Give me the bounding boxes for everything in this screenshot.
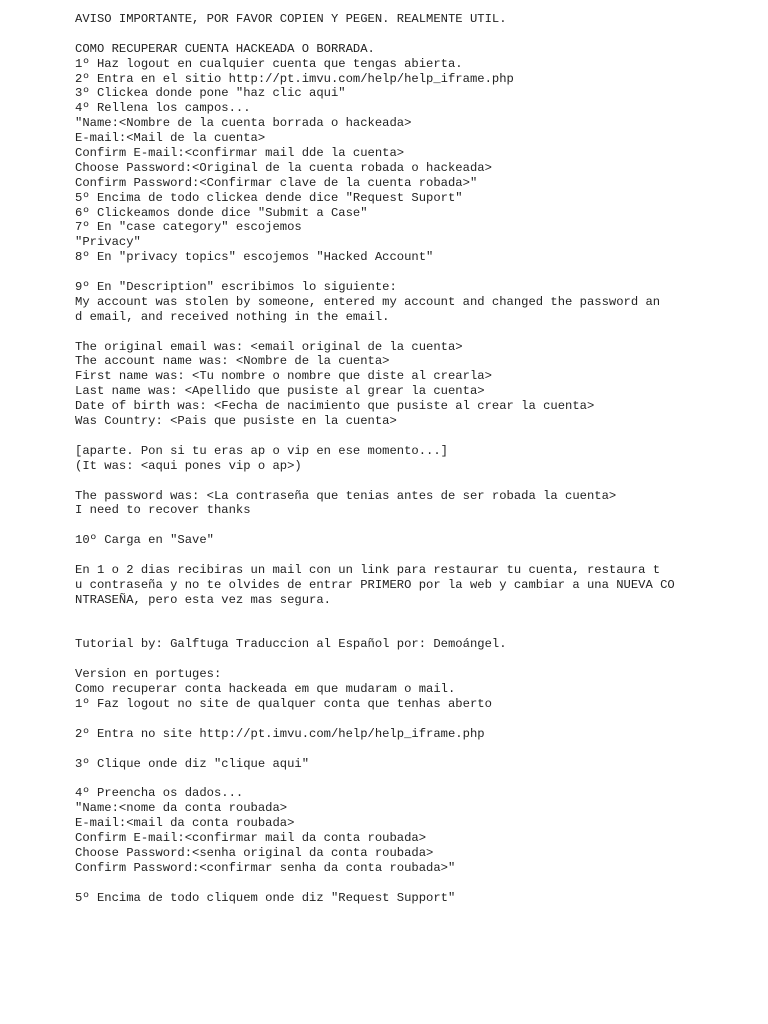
text-line [75,652,735,667]
text-line [75,771,735,786]
text-line: d email, and received nothing in the email. [75,309,390,324]
text-line: 4º Rellena los campos... [75,101,251,116]
text-line: I need to recover thanks [75,503,251,518]
text-line [75,325,735,340]
text-line: 3º Clickea donde pone "haz clic aqui" [75,86,346,101]
text-line: E-mail:<mail da conta roubada> [75,816,295,831]
text-line: 1º Faz logout no site de qualquer conta que tenhas aberto [75,696,492,711]
text-line: The original email was: <email original de la cuenta> [75,339,463,354]
text-line: (It was: <aqui pones vip o ap>) [75,458,302,473]
text-line: Version en portuges: [75,667,222,682]
text-line: Date of birth was: <Fecha de nacimiento que pusiste al crear la cuenta> [75,399,595,414]
text-line: 2º Entra no site http://pt.imvu.com/help/help_iframe.php [75,726,485,741]
text-line: Confirm Password:<Confirmar clave de la cuenta robada>" [75,175,478,190]
text-line: 3º Clique onde diz "clique aqui" [75,756,310,771]
text-line: 5º Encima de todo clickea dende dice "Request Suport" [75,190,463,205]
text-line: 7º En "case category" escojemos [75,220,302,235]
text-line [75,474,735,489]
text-line: The password was: <La contraseña que tenias antes de ser robada la cuenta> [75,488,617,503]
text-line [75,27,735,42]
text-line [75,548,735,563]
text-line: 6º Clickeamos donde dice "Submit a Case" [75,205,368,220]
text-line: u contraseña y no te olvides de entrar PRIMERO por la web y cambiar a una NUEVA CO [75,577,675,592]
text-line: COMO RECUPERAR CUENTA HACKEADA O BORRADA. [75,41,375,56]
text-line: First name was: <Tu nombre o nombre que diste al crearla> [75,369,492,384]
text-line: 1º Haz logout en cualquier cuenta que tengas abierta. [75,56,463,71]
text-line: 8º En "privacy topics" escojemos "Hacked Account" [75,250,434,265]
text-line: 9º En "Description" escribimos lo siguiente: [75,280,397,295]
text-line: E-mail:<Mail de la cuenta> [75,131,266,146]
text-line: "Name:<Nombre de la cuenta borrada o hackeada> [75,116,412,131]
text-line: [aparte. Pon si tu eras ap o vip en ese momento...] [75,443,448,458]
text-line: Confirm E-mail:<confirmar mail dde la cuenta> [75,146,405,161]
text-line: AVISO IMPORTANTE, POR FAVOR COPIEN Y PEGEN. REALMENTE UTIL. [75,12,507,26]
text-line: Como recuperar conta hackeada em que mudaram o mail. [75,682,456,697]
text-line: Confirm Password:<confirmar senha da conta roubada>" [75,860,456,875]
text-line [75,608,735,623]
text-line [75,623,735,638]
text-line: NTRASEÑA, pero esta vez mas segura. [75,592,331,607]
text-line [75,429,735,444]
text-line: 10º Carga en "Save" [75,533,214,548]
text-line: Last name was: <Apellido que pusiste al grear la cuenta> [75,384,485,399]
text-line: The account name was: <Nombre de la cuenta> [75,354,390,369]
text-line: "Name:<nome da conta roubada> [75,801,288,816]
text-line: 5º Encima de todo cliquem onde diz "Request Support" [75,890,456,905]
text-line: Was Country: <Pais que pusiste en la cuenta> [75,414,397,429]
text-line: Choose Password:<Original de la cuenta robada o hackeada> [75,160,492,175]
document-page [75,12,735,905]
text-line: 2º Entra en el sitio http://pt.imvu.com/help/help_iframe.php [75,71,514,86]
text-line: "Privacy" [75,235,141,250]
text-line: My account was stolen by someone, entered my account and changed the password an [75,294,661,309]
text-line: En 1 o 2 dias recibiras un mail con un link para restaurar tu cuenta, restaura t [75,562,661,577]
text-line: 4º Preencha os dados... [75,786,244,801]
text-line [75,712,735,727]
text-line [75,742,735,757]
text-line [75,518,735,533]
text-line: Confirm E-mail:<confirmar mail da conta roubada> [75,830,427,845]
text-line [75,265,735,280]
text-line [75,876,735,891]
text-line: Choose Password:<senha original da conta roubada> [75,845,434,860]
text-line: Tutorial by: Galftuga Traduccion al Español por: Demoángel. [75,637,507,652]
